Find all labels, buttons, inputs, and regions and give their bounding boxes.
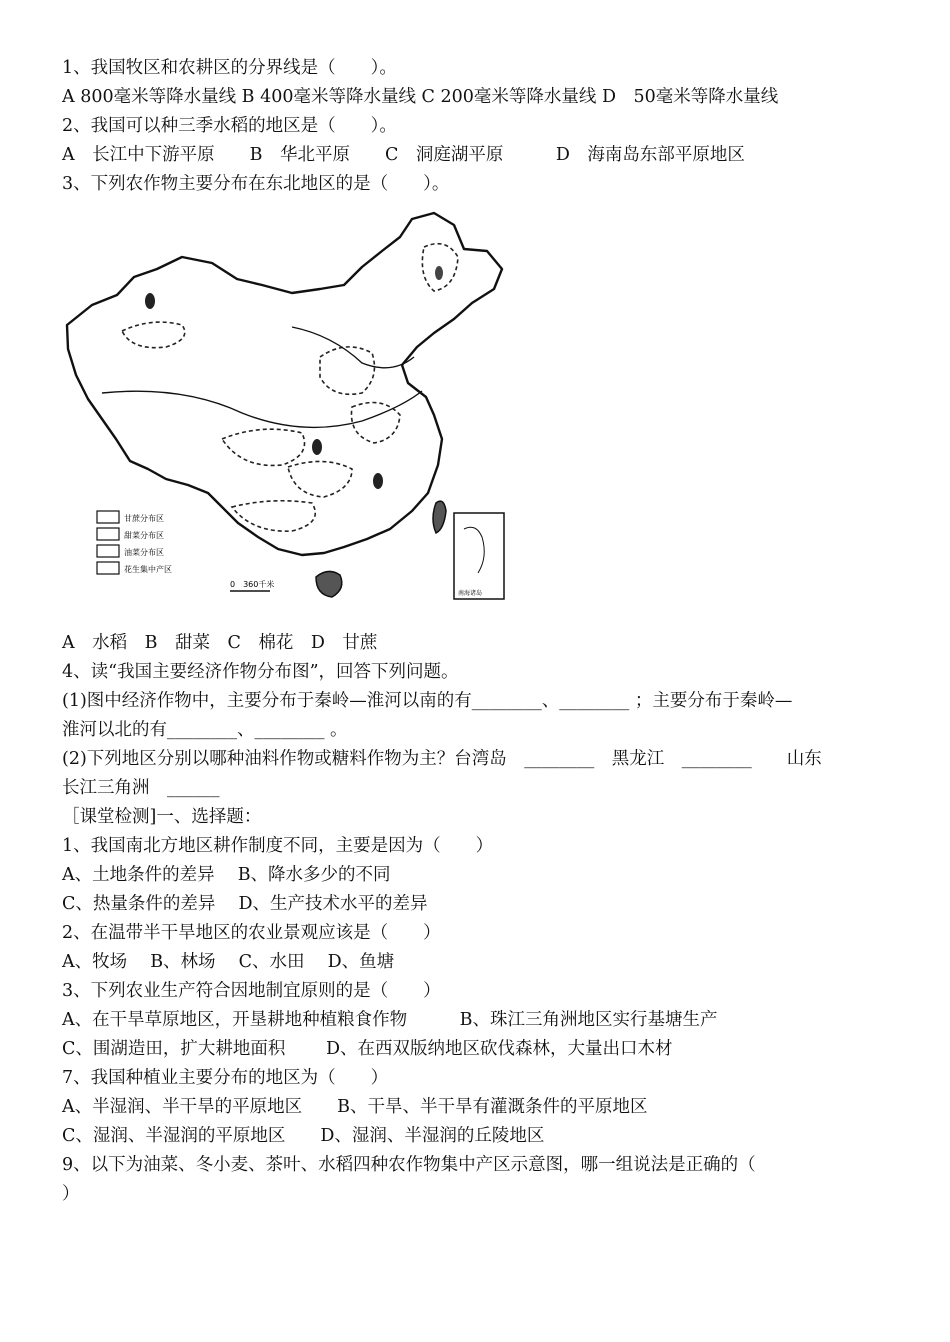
taiwan-island xyxy=(433,501,446,533)
south-china-sea-inset xyxy=(454,513,504,599)
test-question-3-ab: A、在干旱草原地区，开垦耕地种植粮食作物 B、珠江三角洲地区实行基塘生产 xyxy=(62,1010,718,1030)
test-question-9-line-1: 9、以下为油菜、冬小麦、茶叶、水稻四种农作物集中产区示意图，哪一组说法是正确的（ xyxy=(62,1155,756,1175)
test-question-7: 7、我国种植业主要分布的地区为（ ） xyxy=(62,1068,389,1088)
test-question-3-cd: C、围湖造田，扩大耕地面积 D、在西双版纳地区砍伐森林，大量出口木材 xyxy=(62,1039,673,1059)
question-3: 3、下列农作物主要分布在东北地区的是（ ）。 xyxy=(62,174,450,194)
map-legend xyxy=(97,511,172,574)
question-4: 4、读“我国主要经济作物分布图”，回答下列问题。 xyxy=(62,662,459,682)
legend-peanut: 花生集中产区 xyxy=(124,565,172,574)
legend-rapeseed: 油菜分布区 xyxy=(124,548,164,557)
map-scale: 0 360千米 xyxy=(230,580,275,589)
test-question-2: 2、在温带半干旱地区的农业景观应该是（ ） xyxy=(62,923,441,943)
test-question-7-cd: C、湿润、半湿润的平原地区 D、湿润、半湿润的丘陵地区 xyxy=(62,1126,545,1146)
test-question-3: 3、下列农业生产符合因地制宜原则的是（ ） xyxy=(62,981,441,1001)
test-question-1-cd: C、热量条件的差异 D、生产技术水平的差异 xyxy=(62,894,428,914)
question-1-options: A 800毫米等降水量线 B 400毫米等降水量线 C 200毫米等降水量线 D 50毫米等降水量线 xyxy=(62,87,779,107)
question-4-2-line-2: 长江三角洲 ______ xyxy=(62,778,220,798)
question-3-options: A 水稻 B 甜菜 C 棉花 D 甘蔗 xyxy=(62,633,378,653)
test-question-9-line-2: ） xyxy=(62,1184,80,1204)
section-header: ［课堂检测]一、选择题： xyxy=(62,807,262,827)
legend-sugarbeet: 甜菜分布区 xyxy=(124,531,164,540)
question-4-1-line-1: (1)图中经济作物中，主要分布于秦岭—淮河以南的有________、________ ；主要分布于秦岭— xyxy=(62,691,793,711)
question-2: 2、我国可以种三季水稻的地区是（ ）。 xyxy=(62,116,397,136)
test-question-2-options: A、牧场 B、林场 C、水田 D、鱼塘 xyxy=(62,952,395,972)
test-question-1-ab: A、土地条件的差异 B、降水多少的不同 xyxy=(62,865,391,885)
question-2-options: A 长江中下游平原 B 华北平原 C 洞庭湖平原 D 海南岛东部平原地区 xyxy=(62,145,745,165)
question-4-2-line-1: (2)下列地区分别以哪种油料作物或糖料作物为主？台湾岛 ________ 黑龙江 ________ 山东 xyxy=(62,749,822,769)
test-question-7-ab: A、半湿润、半干旱的平原地区 B、干旱、半干旱有灌溉条件的平原地区 xyxy=(62,1097,648,1117)
test-question-1: 1、我国南北方地区耕作制度不同，主要是因为（ ） xyxy=(62,836,494,856)
legend-sugarcane: 甘蔗分布区 xyxy=(124,514,164,523)
inset-label: 南海诸岛 xyxy=(458,590,483,597)
hainan-island xyxy=(316,571,342,597)
question-4-1-line-2: 淮河以北的有________、________ 。 xyxy=(62,720,348,740)
question-1: 1、我国牧区和农耕区的分界线是（ ）。 xyxy=(62,58,397,78)
crop-distribution-map xyxy=(62,207,512,609)
